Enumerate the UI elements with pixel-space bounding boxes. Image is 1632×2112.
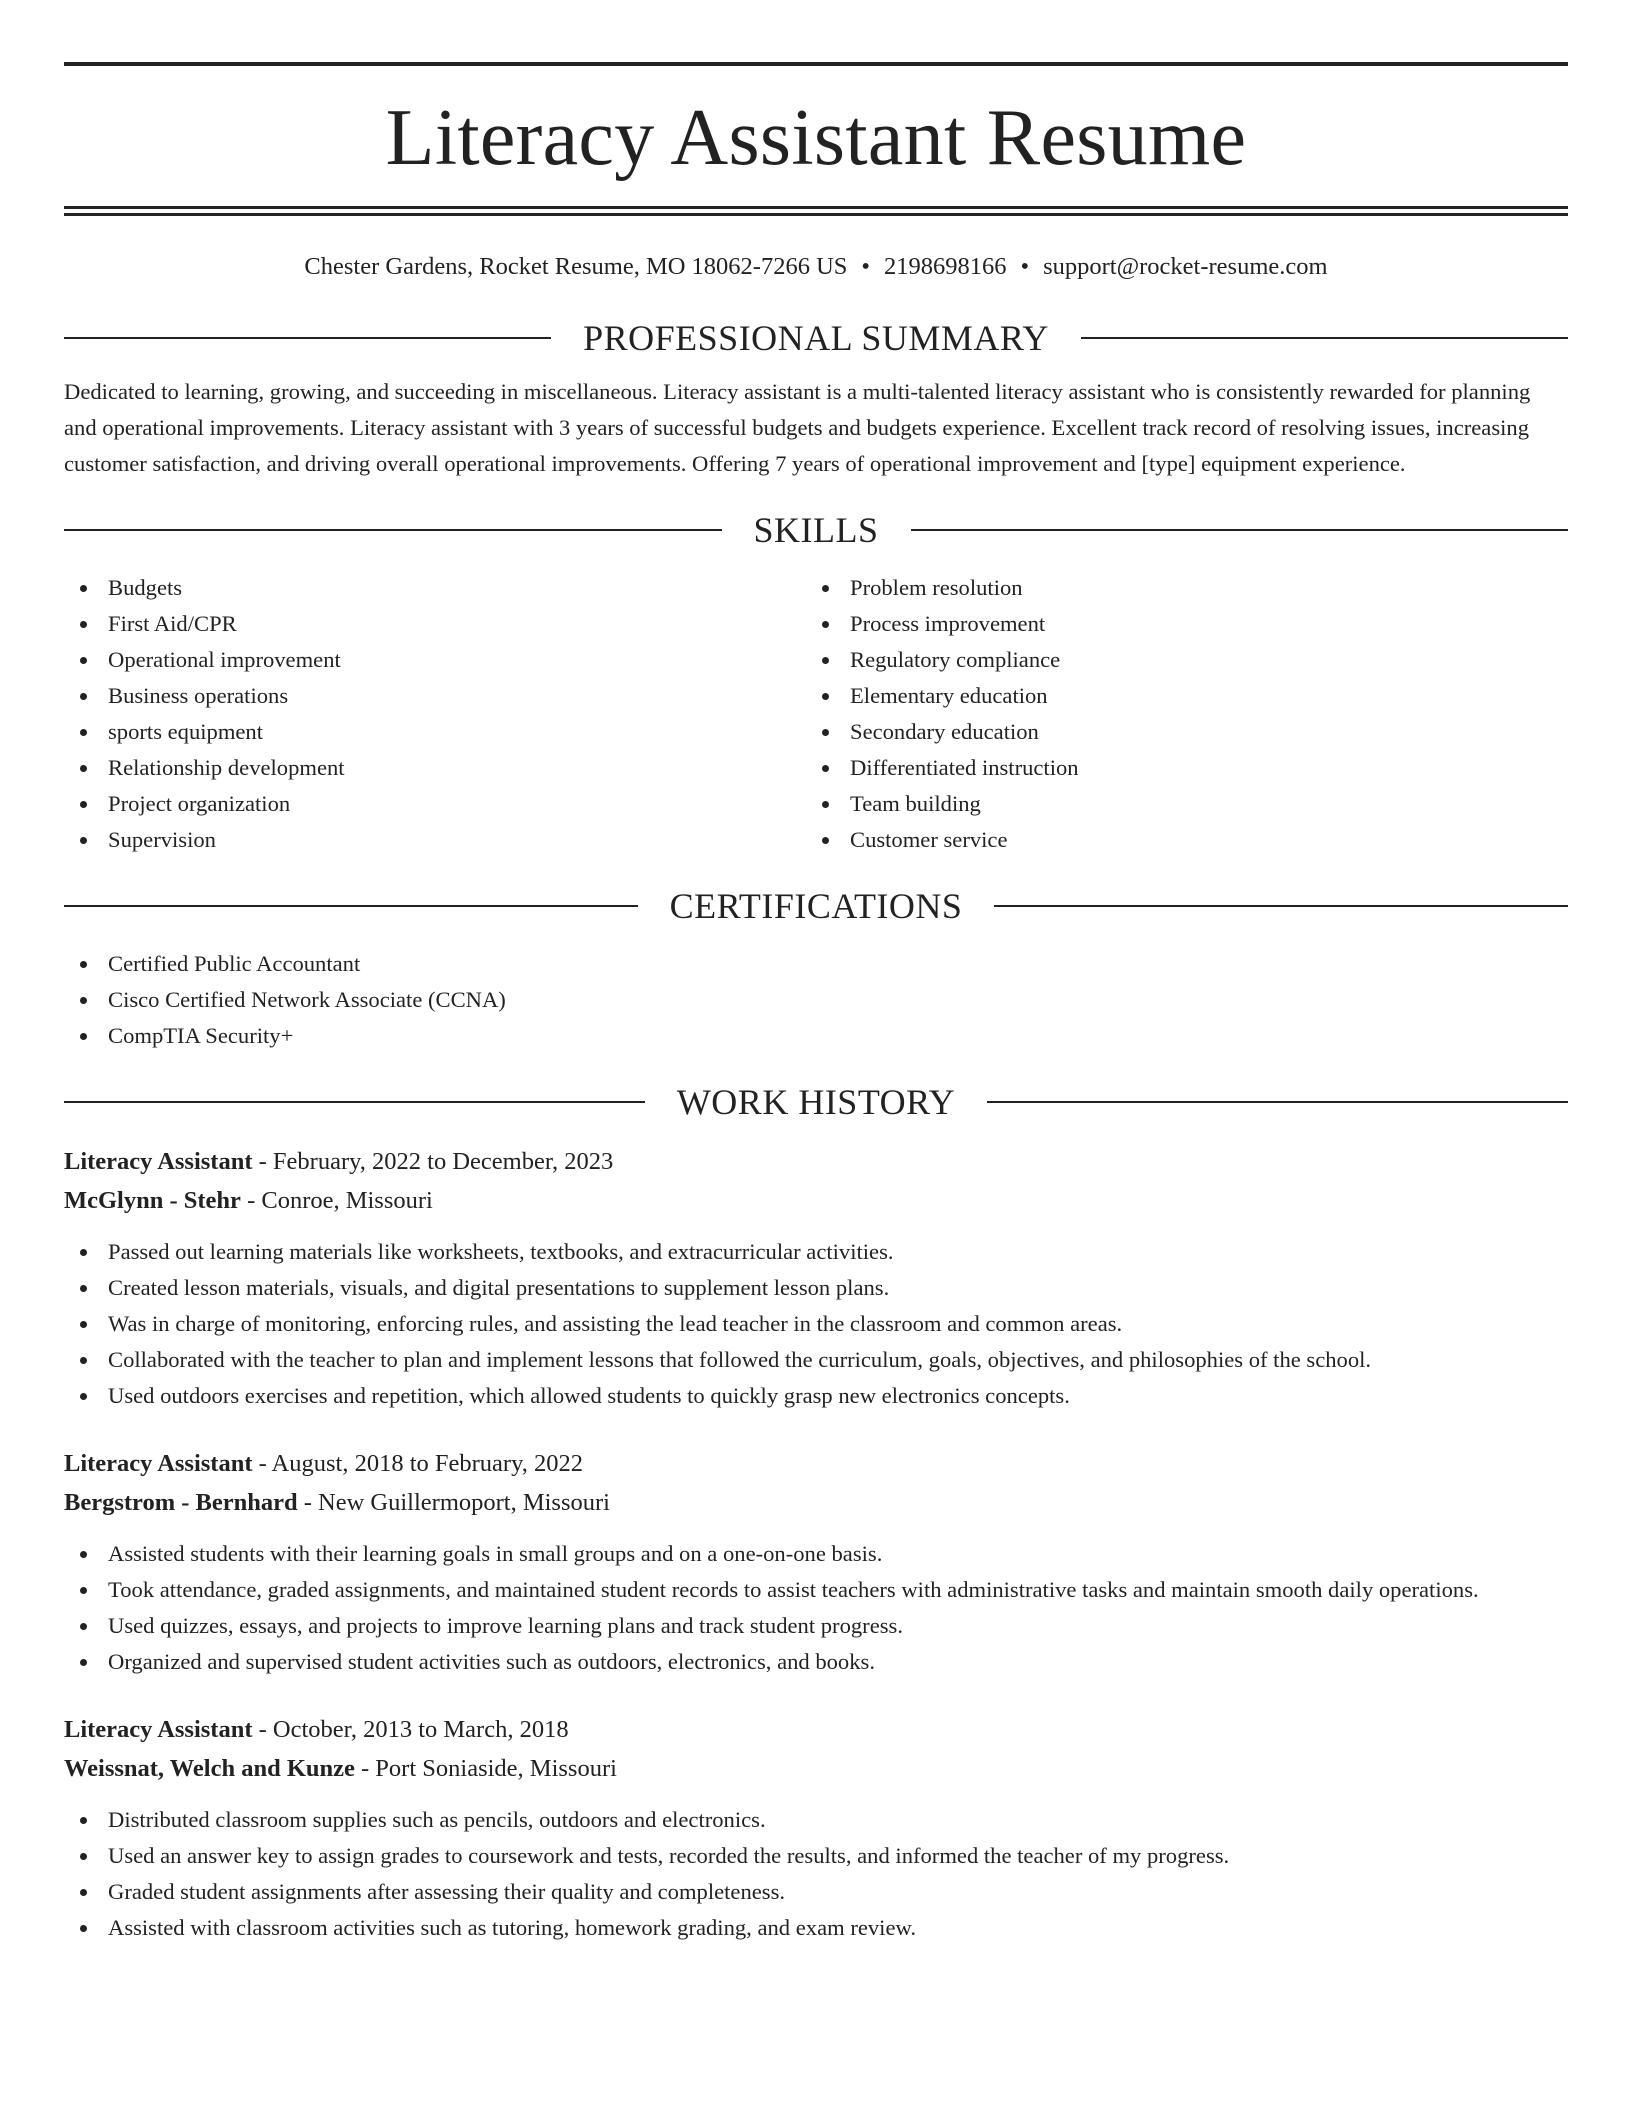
skill-item: Customer service <box>806 822 1548 858</box>
job-dates: - October, 2013 to March, 2018 <box>252 1716 569 1743</box>
contact-phone: 2198698166 <box>884 253 1007 280</box>
section-rule <box>911 529 1569 531</box>
section-header-certifications <box>64 886 1568 926</box>
skill-item: Problem resolution <box>806 570 1548 606</box>
contact-separator: • <box>1020 253 1030 280</box>
contact-address: Chester Gardens, Rocket Resume, MO 18062-7266 US <box>304 253 848 280</box>
job-entry <box>64 1444 1568 1680</box>
job-bullet: Distributed classroom supplies such as pencils, outdoors and electronics. <box>64 1802 1568 1838</box>
job-title-line <box>64 1142 1568 1181</box>
job-bullet: Took attendance, graded assignments, and maintained student records to assist teachers with administrative tasks and maintain smooth daily operations. <box>64 1572 1568 1608</box>
job-dates: - August, 2018 to February, 2022 <box>252 1450 583 1477</box>
resume-page <box>64 0 1568 1946</box>
skills-column-left <box>64 570 806 858</box>
skill-item: Process improvement <box>806 606 1548 642</box>
job-company-line <box>64 1181 1568 1220</box>
section-rule <box>1081 337 1568 339</box>
section-title-work-history: WORK HISTORY <box>676 1082 956 1122</box>
job-company: Weissnat, Welch and Kunze <box>64 1755 355 1782</box>
resume-title: Literacy Assistant Resume <box>385 94 1247 182</box>
job-title: Literacy Assistant <box>64 1148 253 1175</box>
job-bullet: Was in charge of monitoring, enforcing rules, and assisting the lead teacher in the classroom and common areas. <box>64 1306 1568 1342</box>
job-bullet: Used quizzes, essays, and projects to improve learning plans and track student progress. <box>64 1608 1568 1644</box>
contact-email: support@rocket-resume.com <box>1043 253 1328 280</box>
section-rule <box>994 905 1568 907</box>
skill-item: Supervision <box>64 822 806 858</box>
skill-item: sports equipment <box>64 714 806 750</box>
section-rule <box>64 1101 645 1103</box>
work-history-list <box>64 1142 1568 1946</box>
skill-item: Budgets <box>64 570 806 606</box>
certification-item: Certified Public Accountant <box>64 946 1568 982</box>
skill-item: Differentiated instruction <box>806 750 1548 786</box>
skills-list-right <box>806 570 1548 858</box>
title-double-rule <box>64 206 1568 216</box>
job-dates: - February, 2022 to December, 2023 <box>252 1148 614 1175</box>
section-header-skills <box>64 510 1568 550</box>
job-location: - Port Soniaside, Missouri <box>354 1755 617 1782</box>
job-bullet: Created lesson materials, visuals, and digital presentations to supplement lesson plans. <box>64 1270 1568 1306</box>
section-rule <box>64 529 722 531</box>
job-title: Literacy Assistant <box>64 1716 253 1743</box>
job-location: - New Guillermoport, Missouri <box>297 1489 610 1516</box>
job-bullets <box>64 1536 1568 1680</box>
contact-separator: • <box>861 253 870 280</box>
skill-item: Elementary education <box>806 678 1548 714</box>
section-header-summary <box>64 318 1568 358</box>
job-bullet: Assisted students with their learning goals in small groups and on a one-on-one basis. <box>64 1536 1568 1572</box>
job-bullet: Assisted with classroom activities such as tutoring, homework grading, and exam review. <box>64 1910 1568 1946</box>
section-rule <box>987 1101 1568 1103</box>
skills-list-left <box>64 570 806 858</box>
job-bullets <box>64 1802 1568 1946</box>
summary-text: Dedicated to learning, growing, and succeeding in miscellaneous. Literacy assistant is a multi-talented literacy assistant who is consistently rewarded for planning and operational improvements. Literacy assistant with 3 years of successful budgets and budgets experience. Excellent track record of resolving issues, increasing customer satisfaction, and driving overall operational improvements. Offering 7 years of operational improvement and [type] equipment experience. <box>64 379 1531 476</box>
certification-item: CompTIA Security+ <box>64 1018 1568 1054</box>
job-bullet: Used an answer key to assign grades to coursework and tests, recorded the results, and informed the teacher of my progress. <box>64 1838 1568 1874</box>
skill-item: Operational improvement <box>64 642 806 678</box>
skill-item: Team building <box>806 786 1548 822</box>
skill-item: Secondary education <box>806 714 1548 750</box>
section-title-certifications: CERTIFICATIONS <box>669 886 963 926</box>
skill-item: First Aid/CPR <box>64 606 806 642</box>
job-company-line <box>64 1483 1568 1522</box>
skills-column-right <box>806 570 1548 858</box>
job-bullet: Graded student assignments after assessing their quality and completeness. <box>64 1874 1568 1910</box>
section-title-summary: PROFESSIONAL SUMMARY <box>583 318 1049 358</box>
skill-item: Project organization <box>64 786 806 822</box>
job-bullets <box>64 1234 1568 1414</box>
job-company: McGlynn - Stehr <box>64 1187 241 1214</box>
skills-grid <box>64 570 1568 858</box>
section-title-skills: SKILLS <box>753 510 879 550</box>
job-entry <box>64 1142 1568 1414</box>
job-company-line <box>64 1749 1568 1788</box>
skill-item: Relationship development <box>64 750 806 786</box>
job-bullet: Collaborated with the teacher to plan and implement lessons that followed the curriculum, goals, objectives, and philosophies of the school. <box>64 1342 1568 1378</box>
certifications-block <box>64 946 1568 1054</box>
section-rule <box>64 337 551 339</box>
skill-item: Business operations <box>64 678 806 714</box>
contact-line <box>64 252 1568 282</box>
job-title-line <box>64 1444 1568 1483</box>
certifications-list <box>64 946 1568 1054</box>
job-bullet: Passed out learning materials like worksheets, textbooks, and extracurricular activities. <box>64 1234 1568 1270</box>
job-entry <box>64 1710 1568 1946</box>
job-company: Bergstrom - Bernhard <box>64 1489 298 1516</box>
job-title-line <box>64 1710 1568 1749</box>
certification-item: Cisco Certified Network Associate (CCNA) <box>64 982 1568 1018</box>
section-header-work-history <box>64 1082 1568 1122</box>
job-location: - Conroe, Missouri <box>240 1187 433 1214</box>
job-bullet: Used outdoors exercises and repetition, which allowed students to quickly grasp new electronics concepts. <box>64 1378 1568 1414</box>
skill-item: Regulatory compliance <box>806 642 1548 678</box>
section-rule <box>64 905 638 907</box>
job-title: Literacy Assistant <box>64 1450 253 1477</box>
job-bullet: Organized and supervised student activities such as outdoors, electronics, and books. <box>64 1644 1568 1680</box>
